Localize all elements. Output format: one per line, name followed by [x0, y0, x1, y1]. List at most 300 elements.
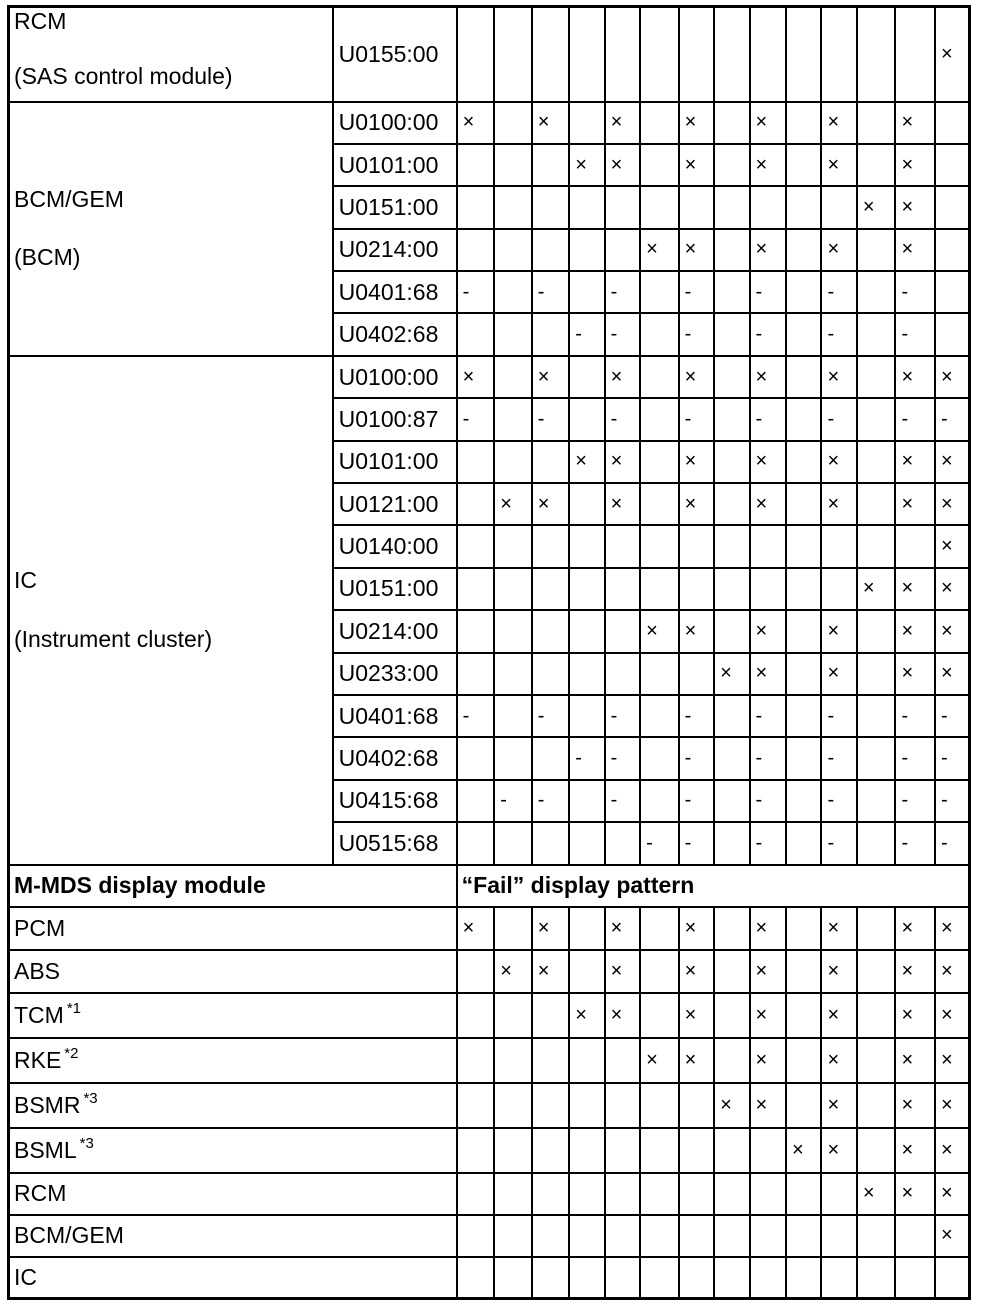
empty-cell	[640, 653, 679, 695]
empty-cell	[640, 1128, 679, 1173]
empty-cell	[714, 398, 749, 440]
empty-cell	[750, 1173, 786, 1215]
fail-mark: ×	[821, 1128, 856, 1173]
no-mark-dash: -	[457, 398, 495, 440]
empty-cell	[532, 993, 570, 1038]
display-module-row	[9, 907, 970, 950]
no-mark-dash: -	[895, 737, 935, 779]
display-module-header: M-MDS display module	[9, 865, 457, 907]
dtc-code: U0100:00	[333, 102, 457, 144]
no-mark-dash: -	[679, 398, 714, 440]
module-name: RCM	[14, 8, 67, 34]
empty-cell	[640, 950, 679, 993]
empty-cell	[935, 1257, 969, 1299]
empty-cell	[494, 1083, 532, 1128]
module-name-cell	[9, 7, 333, 102]
fail-mark: ×	[679, 907, 714, 950]
no-mark-dash: -	[821, 737, 856, 779]
fail-mark: ×	[821, 144, 856, 186]
empty-cell	[857, 1215, 896, 1257]
empty-cell	[786, 1173, 821, 1215]
fail-display-pattern-header: “Fail” display pattern	[457, 865, 970, 907]
empty-cell	[457, 144, 495, 186]
empty-cell	[532, 186, 570, 228]
empty-cell	[786, 102, 821, 144]
empty-cell	[494, 229, 532, 271]
fail-mark: ×	[605, 144, 640, 186]
empty-cell	[786, 653, 821, 695]
fail-mark: ×	[895, 186, 935, 228]
module-description: (BCM)	[14, 244, 81, 271]
fail-mark: ×	[935, 1173, 969, 1215]
no-mark-dash: -	[895, 271, 935, 313]
fail-mark: ×	[457, 102, 495, 144]
dtc-code: U0121:00	[333, 483, 457, 525]
empty-cell	[640, 7, 679, 102]
dtc-code: U0100:00	[333, 356, 457, 398]
empty-cell	[935, 102, 969, 144]
fail-mark: ×	[895, 907, 935, 950]
no-mark-dash: -	[750, 695, 786, 737]
fail-mark: ×	[821, 907, 856, 950]
empty-cell	[457, 950, 495, 993]
empty-cell	[750, 525, 786, 567]
empty-cell	[786, 229, 821, 271]
empty-cell	[857, 229, 896, 271]
no-mark-dash: -	[750, 822, 786, 864]
empty-cell	[457, 1215, 495, 1257]
display-module-label: ABS	[14, 957, 61, 984]
empty-cell	[786, 7, 821, 102]
empty-cell	[457, 229, 495, 271]
fail-mark: ×	[605, 102, 640, 144]
fail-mark: ×	[821, 1083, 856, 1128]
no-mark-dash: -	[605, 695, 640, 737]
no-mark-dash: -	[605, 737, 640, 779]
fail-mark: ×	[679, 441, 714, 483]
empty-cell	[821, 525, 856, 567]
empty-cell	[714, 271, 749, 313]
no-mark-dash: -	[605, 398, 640, 440]
fail-mark: ×	[857, 186, 896, 228]
empty-cell	[457, 7, 495, 102]
display-module-label: BCM/GEM	[14, 1222, 124, 1249]
empty-cell	[857, 610, 896, 652]
empty-cell	[821, 568, 856, 610]
display-module-row	[9, 1215, 970, 1257]
dtc-code: U0214:00	[333, 610, 457, 652]
empty-cell	[457, 441, 495, 483]
no-mark-dash: -	[679, 313, 714, 355]
empty-cell	[532, 737, 570, 779]
empty-cell	[714, 7, 749, 102]
empty-cell	[857, 1083, 896, 1128]
fail-mark: ×	[935, 483, 969, 525]
empty-cell	[786, 737, 821, 779]
empty-cell	[640, 568, 679, 610]
empty-cell	[679, 525, 714, 567]
display-module-label: RKE	[14, 1046, 62, 1073]
empty-cell	[640, 1257, 679, 1299]
empty-cell	[494, 1128, 532, 1173]
empty-cell	[640, 907, 679, 950]
display-module-row	[9, 1257, 970, 1299]
footnote-marker: *2	[64, 1044, 79, 1062]
empty-cell	[569, 229, 604, 271]
module-name: BCM/GEM	[14, 185, 124, 212]
fail-mark: ×	[605, 993, 640, 1038]
empty-cell	[605, 822, 640, 864]
empty-cell	[714, 568, 749, 610]
fail-mark: ×	[750, 610, 786, 652]
fail-mark: ×	[895, 950, 935, 993]
empty-cell	[457, 1038, 495, 1083]
fail-mark: ×	[935, 525, 969, 567]
no-mark-dash: -	[895, 695, 935, 737]
empty-cell	[786, 695, 821, 737]
empty-cell	[532, 313, 570, 355]
empty-cell	[786, 1257, 821, 1299]
no-mark-dash: -	[821, 822, 856, 864]
empty-cell	[569, 695, 604, 737]
footnote-marker: *3	[79, 1134, 94, 1152]
empty-cell	[786, 568, 821, 610]
fail-mark: ×	[821, 483, 856, 525]
empty-cell	[532, 1128, 570, 1173]
empty-cell	[786, 780, 821, 822]
empty-cell	[679, 186, 714, 228]
no-mark-dash: -	[935, 822, 969, 864]
empty-cell	[532, 1173, 570, 1215]
no-mark-dash: -	[605, 313, 640, 355]
empty-cell	[532, 441, 570, 483]
empty-cell	[640, 1083, 679, 1128]
fail-mark: ×	[821, 610, 856, 652]
fail-mark: ×	[750, 1083, 786, 1128]
empty-cell	[605, 229, 640, 271]
empty-cell	[605, 1128, 640, 1173]
fail-mark: ×	[640, 610, 679, 652]
empty-cell	[857, 822, 896, 864]
empty-cell	[569, 398, 604, 440]
fail-mark: ×	[821, 950, 856, 993]
empty-cell	[714, 822, 749, 864]
empty-cell	[857, 313, 896, 355]
fail-mark: ×	[679, 950, 714, 993]
no-mark-dash: -	[457, 695, 495, 737]
dtc-display-pattern-table-frame	[7, 5, 971, 1300]
fail-mark: ×	[750, 144, 786, 186]
empty-cell	[494, 271, 532, 313]
no-mark-dash: -	[935, 695, 969, 737]
empty-cell	[569, 7, 604, 102]
empty-cell	[605, 1038, 640, 1083]
display-module-label: BSMR	[14, 1091, 81, 1118]
fail-mark: ×	[935, 568, 969, 610]
empty-cell	[786, 610, 821, 652]
empty-cell	[857, 1257, 896, 1299]
dtc-code: U0101:00	[333, 144, 457, 186]
no-mark-dash: -	[679, 822, 714, 864]
display-module-row	[9, 950, 970, 993]
empty-cell	[569, 102, 604, 144]
empty-cell	[857, 102, 896, 144]
display-module-cell	[9, 1215, 457, 1257]
empty-cell	[786, 1215, 821, 1257]
empty-cell	[714, 780, 749, 822]
fail-mark: ×	[750, 907, 786, 950]
fail-mark: ×	[857, 1173, 896, 1215]
empty-cell	[494, 7, 532, 102]
empty-cell	[640, 271, 679, 313]
empty-cell	[605, 186, 640, 228]
fail-mark: ×	[750, 356, 786, 398]
fail-mark: ×	[640, 229, 679, 271]
fail-mark: ×	[679, 229, 714, 271]
empty-cell	[935, 186, 969, 228]
fail-mark: ×	[821, 1038, 856, 1083]
fail-mark: ×	[532, 907, 570, 950]
fail-mark: ×	[821, 102, 856, 144]
fail-mark: ×	[605, 356, 640, 398]
empty-cell	[640, 398, 679, 440]
empty-cell	[750, 1215, 786, 1257]
empty-cell	[714, 1215, 749, 1257]
empty-cell	[857, 907, 896, 950]
empty-cell	[895, 1257, 935, 1299]
fail-mark: ×	[935, 1128, 969, 1173]
empty-cell	[857, 7, 896, 102]
no-mark-dash: -	[821, 398, 856, 440]
fail-mark: ×	[935, 7, 969, 102]
no-mark-dash: -	[605, 780, 640, 822]
empty-cell	[895, 7, 935, 102]
empty-cell	[714, 1257, 749, 1299]
dtc-code: U0155:00	[333, 7, 457, 102]
empty-cell	[714, 1173, 749, 1215]
empty-cell	[786, 356, 821, 398]
empty-cell	[857, 737, 896, 779]
empty-cell	[935, 229, 969, 271]
empty-cell	[679, 653, 714, 695]
footnote-marker: *1	[66, 999, 82, 1017]
dtc-row	[9, 356, 970, 398]
empty-cell	[494, 313, 532, 355]
empty-cell	[457, 186, 495, 228]
dtc-code: U0402:68	[333, 313, 457, 355]
fail-mark: ×	[895, 568, 935, 610]
empty-cell	[786, 186, 821, 228]
no-mark-dash: -	[750, 398, 786, 440]
empty-cell	[605, 1215, 640, 1257]
empty-cell	[605, 1083, 640, 1128]
empty-cell	[714, 950, 749, 993]
fail-mark: ×	[679, 993, 714, 1038]
empty-cell	[457, 1173, 495, 1215]
fail-mark: ×	[750, 653, 786, 695]
fail-mark: ×	[750, 1038, 786, 1083]
empty-cell	[494, 144, 532, 186]
empty-cell	[714, 907, 749, 950]
fail-mark: ×	[895, 1128, 935, 1173]
empty-cell	[569, 610, 604, 652]
fail-mark: ×	[532, 102, 570, 144]
empty-cell	[494, 568, 532, 610]
empty-cell	[494, 993, 532, 1038]
empty-cell	[605, 568, 640, 610]
empty-cell	[569, 653, 604, 695]
fail-mark: ×	[895, 144, 935, 186]
empty-cell	[569, 1038, 604, 1083]
no-mark-dash: -	[895, 780, 935, 822]
empty-cell	[714, 441, 749, 483]
no-mark-dash: -	[895, 313, 935, 355]
empty-cell	[714, 1038, 749, 1083]
empty-cell	[457, 822, 495, 864]
display-module-cell	[9, 1257, 457, 1299]
empty-cell	[786, 907, 821, 950]
empty-cell	[714, 102, 749, 144]
empty-cell	[750, 7, 786, 102]
display-module-cell	[9, 1083, 457, 1128]
empty-cell	[714, 186, 749, 228]
empty-cell	[857, 993, 896, 1038]
empty-cell	[494, 525, 532, 567]
no-mark-dash: -	[935, 398, 969, 440]
fail-mark: ×	[895, 229, 935, 271]
display-module-cell	[9, 1038, 457, 1083]
dtc-code: U0233:00	[333, 653, 457, 695]
empty-cell	[569, 907, 604, 950]
fail-mark: ×	[494, 483, 532, 525]
empty-cell	[640, 441, 679, 483]
fail-mark: ×	[821, 993, 856, 1038]
fail-mark: ×	[935, 1215, 969, 1257]
no-mark-dash: -	[679, 737, 714, 779]
module-description: (SAS control module)	[14, 62, 233, 89]
no-mark-dash: -	[605, 271, 640, 313]
empty-cell	[714, 356, 749, 398]
display-module-row	[9, 1128, 970, 1173]
empty-cell	[457, 1257, 495, 1299]
fail-mark: ×	[895, 1083, 935, 1128]
dtc-code: U0415:68	[333, 780, 457, 822]
empty-cell	[494, 398, 532, 440]
empty-cell	[569, 186, 604, 228]
empty-cell	[786, 441, 821, 483]
empty-cell	[786, 144, 821, 186]
no-mark-dash: -	[679, 780, 714, 822]
empty-cell	[640, 1215, 679, 1257]
display-module-row	[9, 1173, 970, 1215]
fail-mark: ×	[821, 356, 856, 398]
empty-cell	[605, 7, 640, 102]
empty-cell	[457, 780, 495, 822]
dtc-code: U0151:00	[333, 186, 457, 228]
fail-mark: ×	[935, 1083, 969, 1128]
fail-mark: ×	[935, 441, 969, 483]
empty-cell	[457, 313, 495, 355]
no-mark-dash: -	[821, 780, 856, 822]
empty-cell	[714, 229, 749, 271]
empty-cell	[640, 993, 679, 1038]
fail-mark: ×	[750, 483, 786, 525]
no-mark-dash: -	[494, 780, 532, 822]
empty-cell	[494, 737, 532, 779]
empty-cell	[640, 737, 679, 779]
fail-mark: ×	[605, 950, 640, 993]
empty-cell	[857, 1128, 896, 1173]
empty-cell	[821, 1173, 856, 1215]
empty-cell	[857, 780, 896, 822]
empty-cell	[494, 102, 532, 144]
no-mark-dash: -	[935, 737, 969, 779]
empty-cell	[640, 102, 679, 144]
empty-cell	[750, 186, 786, 228]
no-mark-dash: -	[569, 313, 604, 355]
display-section-header-row	[9, 865, 970, 907]
empty-cell	[821, 186, 856, 228]
display-module-row	[9, 1083, 970, 1128]
empty-cell	[494, 907, 532, 950]
fail-mark: ×	[895, 1038, 935, 1083]
dtc-code: U0140:00	[333, 525, 457, 567]
empty-cell	[786, 822, 821, 864]
empty-cell	[494, 695, 532, 737]
empty-cell	[494, 1173, 532, 1215]
dtc-code: U0402:68	[333, 737, 457, 779]
empty-cell	[786, 1083, 821, 1128]
footnote-marker: *3	[83, 1089, 98, 1107]
empty-cell	[786, 271, 821, 313]
empty-cell	[821, 1215, 856, 1257]
empty-cell	[532, 1083, 570, 1128]
fail-mark: ×	[532, 356, 570, 398]
empty-cell	[935, 313, 969, 355]
fail-mark: ×	[750, 950, 786, 993]
fail-mark: ×	[895, 1173, 935, 1215]
empty-cell	[569, 568, 604, 610]
fail-mark: ×	[679, 144, 714, 186]
empty-cell	[532, 568, 570, 610]
fail-mark: ×	[714, 1083, 749, 1128]
empty-cell	[857, 950, 896, 993]
no-mark-dash: -	[679, 271, 714, 313]
empty-cell	[457, 737, 495, 779]
fail-mark: ×	[750, 993, 786, 1038]
module-name-cell	[9, 102, 333, 356]
empty-cell	[857, 525, 896, 567]
empty-cell	[457, 1128, 495, 1173]
no-mark-dash: -	[750, 737, 786, 779]
empty-cell	[640, 695, 679, 737]
no-mark-dash: -	[750, 313, 786, 355]
no-mark-dash: -	[532, 271, 570, 313]
empty-cell	[786, 483, 821, 525]
no-mark-dash: -	[750, 780, 786, 822]
no-mark-dash: -	[569, 737, 604, 779]
empty-cell	[714, 144, 749, 186]
fail-mark: ×	[821, 441, 856, 483]
no-mark-dash: -	[532, 695, 570, 737]
fail-mark: ×	[935, 653, 969, 695]
empty-cell	[857, 398, 896, 440]
fail-mark: ×	[457, 907, 495, 950]
empty-cell	[714, 1128, 749, 1173]
display-module-label: PCM	[14, 914, 66, 941]
empty-cell	[640, 1173, 679, 1215]
fail-mark: ×	[569, 441, 604, 483]
